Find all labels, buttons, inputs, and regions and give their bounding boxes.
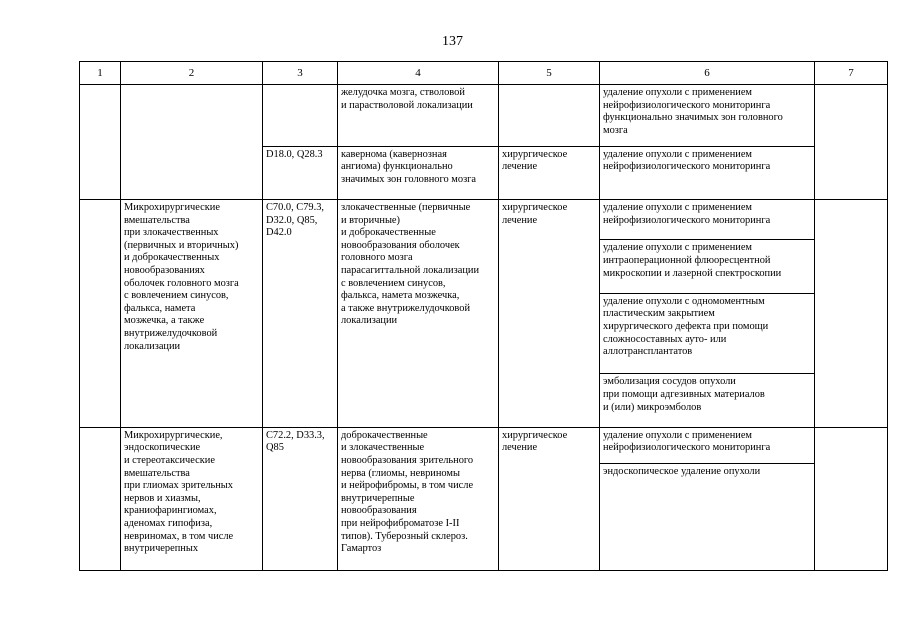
table-row (80, 85, 888, 146)
page-number: 137 (442, 34, 463, 49)
row4-col7-cell (815, 427, 888, 570)
table-header-row (80, 62, 888, 85)
row3-codes: C70.0, C79.3, D32.0, Q85, D42.0 (263, 200, 338, 428)
row3-method-4: эмболизация сосудов опухоли при помощи адгезивных материалов и (или) микроэмболов (600, 374, 815, 427)
row1-method: удаление опухоли с применением нейрофизиологического мониторинга функционально значимых зон головного мозга (600, 85, 815, 146)
row1-col3-cell (263, 85, 338, 146)
row1-col1-cell (80, 85, 121, 200)
header-cell-2: 2 (121, 62, 263, 85)
row4-intervention: Микрохирургические, эндоскопические и стереотаксические вмешательства при глиомах зрительных нервов и хиазмы, краниофарингиомах, аденомах гипофиза, невриномах, в том числе внутричерепных (121, 427, 263, 570)
row2-method: удаление опухоли с применением нейрофизиологического мониторинга (600, 146, 815, 199)
row4-treatment: хирургическое лечение (499, 427, 600, 570)
row3-method-1: удаление опухоли с применением нейрофизиологического мониторинга (600, 200, 815, 240)
table-row (80, 200, 888, 240)
row3-method-2: удаление опухоли с применением интраоперационной флюоресцентной микроскопии и лазерной спектроскопии (600, 240, 815, 293)
header-cell-1: 1 (80, 62, 121, 85)
row4-col1-cell (80, 427, 121, 570)
row3-method-3: удаление опухоли с одномоментным пластическим закрытием хирургического дефекта при помощи сложносоставных ауто- или аллотрансплантатов (600, 293, 815, 374)
header-cell-6: 6 (600, 62, 815, 85)
row3-col7-cell (815, 200, 888, 428)
row3-intervention: Микрохирургические вмешательства при злокачественных (первичных и вторичных) и доброкачественных новообразованиях оболочек головного мозга с вовлечением синусов, фалькса, намета мозжечка, а также внутрижелудочковой локализации (121, 200, 263, 428)
row2-diagnosis: кавернома (кавернозная ангиома) функционально значимых зон головного мозга (338, 146, 499, 199)
row3-diagnosis: злокачественные (первичные и вторичные) и доброкачественные новообразования оболочек головного мозга парасагиттальной локализации с вовлечением синусов, фалькса, намета мозжечка, а также внутрижелудочковой локализации (338, 200, 499, 428)
table-row (80, 427, 888, 463)
medical-procedures-table (79, 61, 888, 571)
row4-diagnosis: доброкачественные и злокачественные новообразования зрительного нерва (глиомы, невриномы и нейрофибромы, в том числе внутричерепные новообразования при нейрофиброматозе I-II типов). Туберозный склероз. Гамартоз (338, 427, 499, 570)
row4-method-2: эндоскопическое удаление опухоли (600, 464, 815, 571)
row1-col5-cell (499, 85, 600, 146)
header-cell-5: 5 (499, 62, 600, 85)
row3-col1-cell (80, 200, 121, 428)
header-cell-7: 7 (815, 62, 888, 85)
row1-diagnosis: желудочка мозга, стволовой и парастволовой локализации (338, 85, 499, 146)
header-cell-3: 3 (263, 62, 338, 85)
row1-col7-cell (815, 85, 888, 200)
row3-treatment: хирургическое лечение (499, 200, 600, 428)
header-cell-4: 4 (338, 62, 499, 85)
row4-codes: C72.2, D33.3, Q85 (263, 427, 338, 570)
row2-treatment: хирургическое лечение (499, 146, 600, 199)
row4-method-1: удаление опухоли с применением нейрофизиологического мониторинга (600, 427, 815, 463)
row1-col2-cell (121, 85, 263, 200)
row2-codes: D18.0, Q28.3 (263, 146, 338, 199)
